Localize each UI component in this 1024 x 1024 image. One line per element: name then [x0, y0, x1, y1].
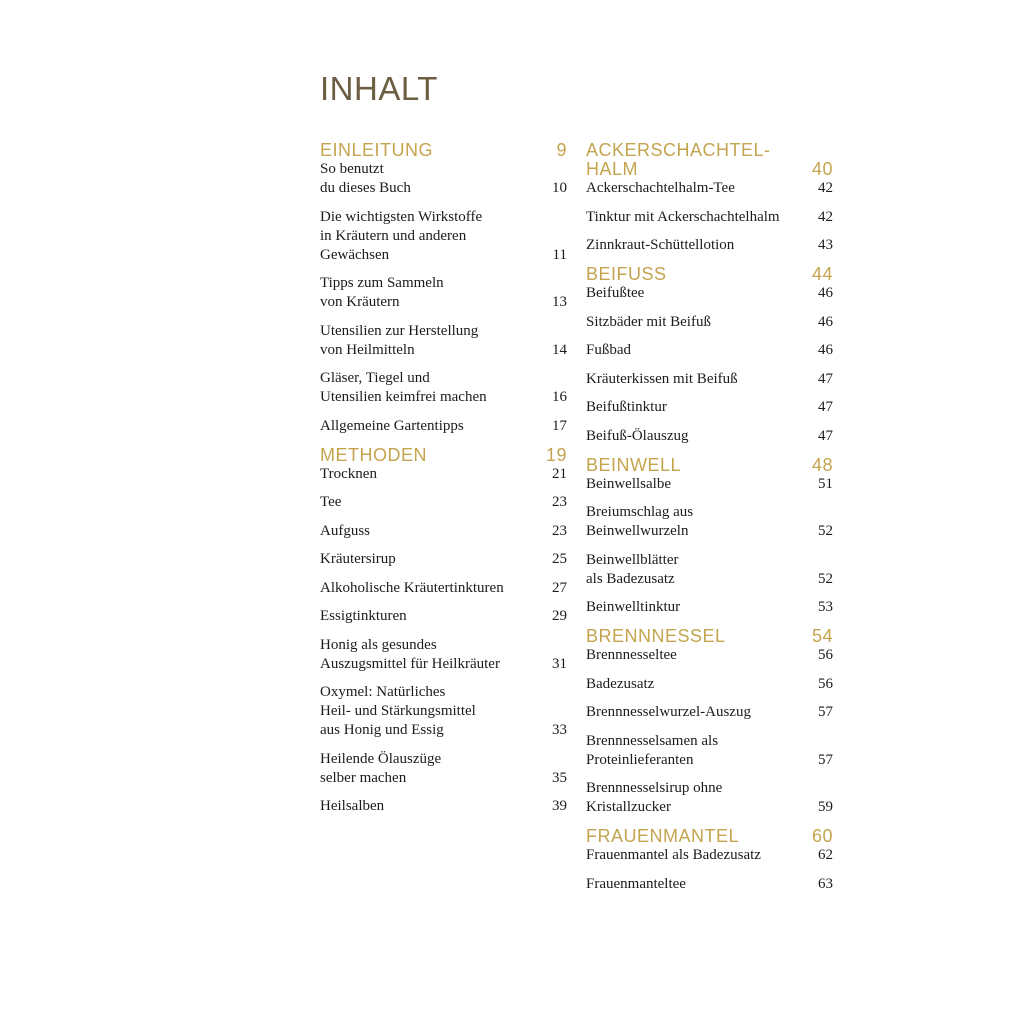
entry-title: Tinktur mit Ackerschachtelhalm	[586, 208, 780, 225]
toc-entry[interactable]	[586, 551, 833, 589]
toc-entry[interactable]	[586, 398, 833, 417]
entry-page-number: 16	[552, 389, 567, 405]
toc-entry[interactable]	[586, 675, 833, 694]
toc-entry[interactable]	[320, 160, 567, 198]
entry-title: Ackerschachtelhalm-Tee	[586, 180, 735, 196]
section-page-number: 54	[811, 626, 833, 646]
entry-page-number: 42	[818, 208, 833, 225]
toc-entry[interactable]	[586, 646, 833, 665]
entry-title: So benutzt du dieses Buch	[320, 161, 411, 196]
section-page-number: 40	[811, 159, 833, 179]
entry-page-number: 56	[818, 675, 833, 692]
entry-page-number: 46	[818, 342, 833, 358]
entry-page-number: 46	[818, 313, 833, 330]
toc-entry[interactable]	[320, 683, 567, 740]
toc-right-column	[586, 141, 833, 904]
toc-entry[interactable]	[320, 797, 567, 816]
entry-page-number: 46	[818, 285, 833, 301]
section-heading[interactable]	[586, 265, 833, 284]
toc-entry[interactable]	[586, 370, 833, 389]
toc-section	[320, 446, 567, 817]
section-heading[interactable]	[586, 827, 833, 846]
page-title: INHALT	[320, 70, 438, 107]
entry-title: Badezusatz	[586, 675, 655, 692]
entry-title: Gläser, Tiegel und Utensilien keimfrei machen	[320, 370, 487, 405]
toc-entry[interactable]	[320, 322, 567, 360]
toc-section	[586, 827, 833, 894]
toc-entry[interactable]	[320, 274, 567, 312]
entry-page-number: 29	[552, 608, 567, 624]
entry-title: Zinnkraut-Schüttellotion	[586, 237, 735, 253]
entry-title: Frauenmantel als Badezusatz	[586, 847, 761, 863]
entry-page-number: 47	[818, 399, 833, 415]
entry-page-number: 39	[552, 798, 567, 814]
entry-title: Beifuß-Ölauszug	[586, 427, 689, 444]
entry-title: Brennnesselsirup ohne Kristallzucker	[586, 780, 723, 815]
toc-entry[interactable]	[320, 522, 567, 541]
toc-entry[interactable]	[586, 598, 833, 617]
entry-page-number: 13	[552, 294, 567, 310]
entry-page-number: 56	[818, 647, 833, 663]
toc-entry[interactable]	[320, 607, 567, 626]
toc-entry[interactable]	[586, 208, 833, 227]
entry-title: Breiumschlag aus Beinwellwurzeln	[586, 504, 694, 539]
toc-section	[320, 141, 567, 436]
entry-page-number: 47	[818, 370, 833, 387]
entry-title: Beinwellblätter als Badezusatz	[586, 551, 679, 587]
entry-page-number: 23	[552, 522, 567, 539]
entry-page-number: 33	[552, 722, 567, 738]
entry-title: Brennnesselwurzel-Auszug	[586, 704, 751, 720]
entry-page-number: 27	[552, 579, 567, 596]
entry-page-number: 63	[818, 875, 833, 892]
entry-page-number: 14	[552, 341, 567, 358]
entry-page-number: 47	[818, 427, 833, 444]
entry-title: Beifußtee	[586, 285, 645, 301]
entry-page-number: 57	[818, 751, 833, 768]
toc-entry[interactable]	[586, 341, 833, 360]
section-heading[interactable]	[320, 141, 567, 160]
section-heading[interactable]	[586, 627, 833, 646]
toc-entry[interactable]	[320, 636, 567, 674]
section-heading[interactable]	[586, 141, 833, 179]
entry-title: Heilende Ölauszüge selber machen	[320, 750, 442, 786]
toc-entry[interactable]	[320, 750, 567, 788]
section-title: METHODEN	[320, 444, 427, 465]
entry-title: Frauenmanteltee	[586, 875, 686, 892]
section-title: ACKERSCHACHTEL- HALM	[586, 140, 771, 179]
toc-section	[586, 141, 833, 255]
entry-title: Oxymel: Natürliches Heil- und Stärkungsmittel aus Honig und Essig	[320, 684, 476, 738]
entry-title: Essigtinkturen	[320, 608, 407, 624]
entry-page-number: 17	[552, 417, 567, 434]
entry-page-number: 43	[818, 237, 833, 253]
toc-section	[586, 265, 833, 446]
entry-title: Beinwelltinktur	[586, 599, 681, 615]
entry-title: Honig als gesundes Auszugsmittel für Heilkräuter	[320, 636, 500, 672]
entry-title: Brennnesselsamen als Proteinlieferanten	[586, 732, 719, 768]
toc-entry[interactable]	[320, 465, 567, 484]
entry-page-number: 59	[818, 799, 833, 815]
toc-entry[interactable]	[586, 875, 833, 894]
toc-entry[interactable]	[320, 579, 567, 598]
section-page-number: 48	[811, 454, 833, 475]
toc-entry[interactable]	[586, 732, 833, 770]
section-title: BRENNNESSEL	[586, 626, 726, 646]
toc-entry[interactable]	[586, 236, 833, 255]
entry-title: Beifußtinktur	[586, 399, 667, 415]
entry-page-number: 11	[552, 246, 567, 263]
entry-page-number: 53	[818, 599, 833, 615]
entry-title: Die wichtigsten Wirkstoffe in Kräutern und anderen Gewächsen	[320, 208, 483, 263]
entry-page-number: 52	[818, 523, 833, 539]
toc-left-column	[320, 141, 567, 826]
section-page-number: 9	[556, 140, 567, 160]
toc-entry[interactable]	[586, 179, 833, 198]
entry-page-number: 25	[552, 551, 567, 567]
toc-entry[interactable]	[320, 417, 567, 436]
section-page-number: 19	[545, 444, 567, 465]
entry-title: Aufguss	[320, 522, 371, 539]
entry-page-number: 51	[818, 475, 833, 492]
toc-entry[interactable]	[586, 427, 833, 446]
toc-entry[interactable]	[320, 369, 567, 407]
toc-entry[interactable]	[320, 493, 567, 512]
toc-section	[586, 627, 833, 817]
entry-page-number: 23	[552, 494, 567, 510]
entry-page-number: 31	[552, 655, 567, 672]
section-title: BEIFUSS	[586, 264, 667, 284]
toc-entry[interactable]	[320, 208, 567, 265]
section-page-number: 60	[811, 826, 833, 846]
toc-entry[interactable]	[586, 703, 833, 722]
section-page-number: 44	[811, 264, 833, 284]
entry-title: Heilsalben	[320, 798, 385, 814]
toc-entry[interactable]	[586, 284, 833, 303]
section-heading[interactable]	[320, 446, 567, 465]
entry-page-number: 10	[552, 180, 567, 196]
toc-entry[interactable]	[586, 313, 833, 332]
entry-page-number: 42	[818, 180, 833, 196]
toc-entry[interactable]	[320, 550, 567, 569]
entry-title: Brennnesseltee	[586, 647, 677, 663]
section-title: FRAUENMANTEL	[586, 826, 740, 846]
entry-title: Sitzbäder mit Beifuß	[586, 313, 711, 330]
toc-entry[interactable]	[586, 503, 833, 541]
entry-title: Utensilien zur Herstellung von Heilmitteln	[320, 322, 479, 358]
entry-title: Tee	[320, 494, 342, 510]
toc-entry[interactable]	[586, 475, 833, 494]
toc-entry[interactable]	[586, 779, 833, 817]
entry-title: Kräuterkissen mit Beifuß	[586, 370, 738, 387]
entry-title: Kräutersirup	[320, 551, 396, 567]
toc-section	[586, 456, 833, 618]
toc-entry[interactable]	[586, 846, 833, 865]
entry-title: Fußbad	[586, 342, 631, 358]
section-heading[interactable]	[586, 456, 833, 475]
section-title: BEINWELL	[586, 454, 682, 475]
entry-page-number: 35	[552, 769, 567, 786]
entry-page-number: 57	[818, 704, 833, 720]
entry-title: Trocknen	[320, 465, 377, 482]
entry-title: Tipps zum Sammeln von Kräutern	[320, 275, 444, 310]
entry-title: Beinwellsalbe	[586, 475, 671, 492]
entry-title: Allgemeine Gartentipps	[320, 417, 464, 434]
entry-page-number: 52	[818, 570, 833, 587]
entry-title: Alkoholische Kräutertinkturen	[320, 579, 504, 596]
section-title: EINLEITUNG	[320, 140, 434, 160]
entry-page-number: 62	[818, 847, 833, 863]
entry-page-number: 21	[552, 465, 567, 482]
